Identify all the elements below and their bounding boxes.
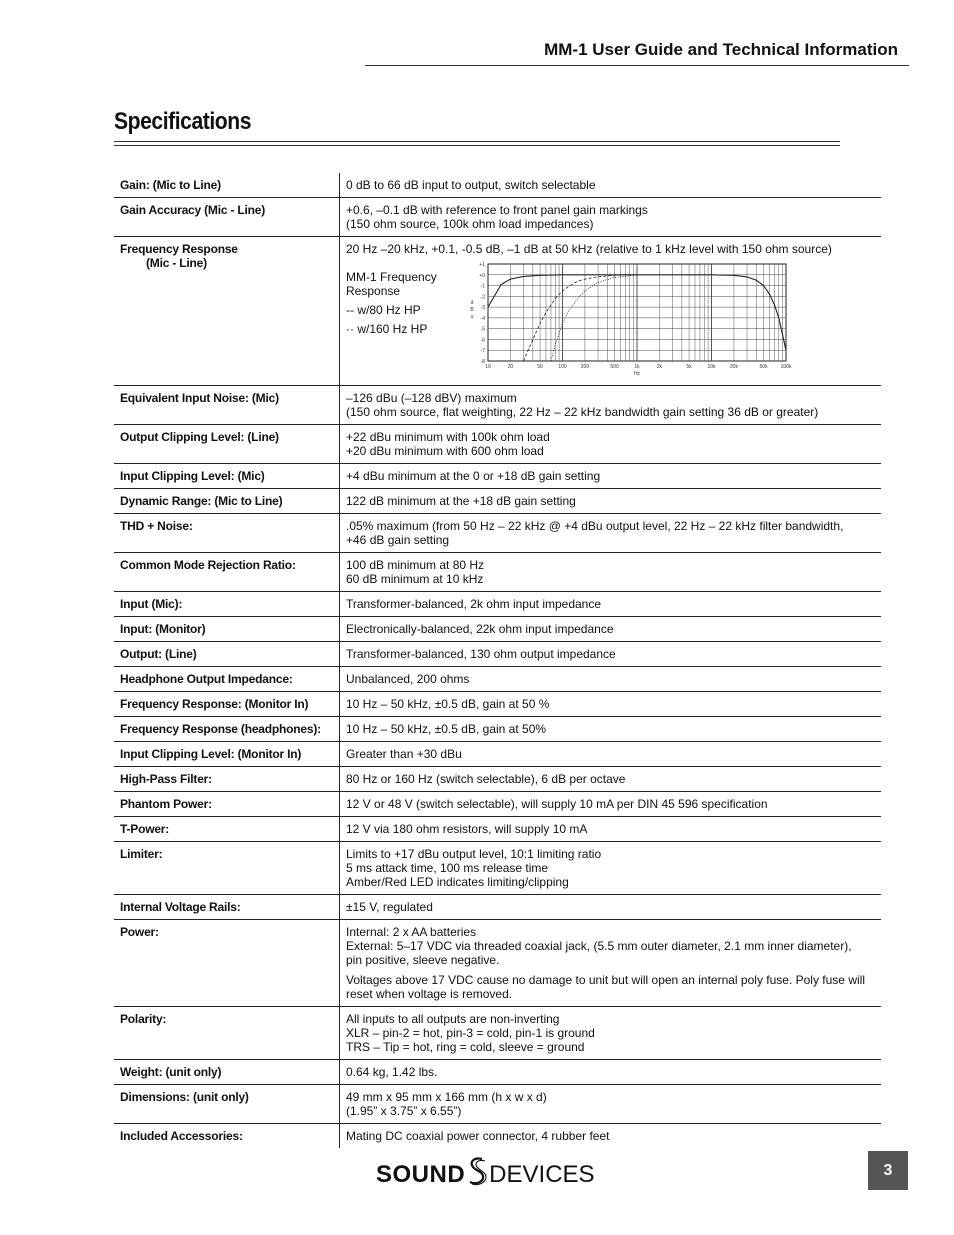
chart-title-line: Response (346, 284, 401, 298)
x-tick-label: 50k (759, 364, 768, 370)
spec-label-cell (114, 386, 340, 425)
spec-label: Input Clipping Level: (Monitor In) (120, 747, 302, 761)
header-rule (365, 65, 909, 66)
spec-value-cell (340, 489, 882, 514)
spec-value-line: ±15 V, regulated (346, 900, 433, 914)
spec-row (114, 386, 881, 425)
spec-value-line: .05% maximum (from 50 Hz – 22 kHz @ +4 dBu output level, 22 Hz – 22 kHz filter bandwidth, (346, 519, 844, 533)
spec-label-cell (114, 667, 340, 692)
y-tick-label: +0 (479, 272, 485, 279)
x-tick-label: 100k (780, 364, 792, 370)
spec-row (114, 617, 881, 642)
spec-row (114, 642, 881, 667)
chart-legend (346, 270, 437, 341)
spec-label: Input (Mic): (120, 597, 183, 611)
x-tick-label: 500 (610, 364, 619, 370)
spec-value-line: XLR – pin-2 = hot, pin-3 = cold, pin-1 is ground (346, 1026, 595, 1040)
spec-row (114, 173, 881, 198)
spec-value-line: (150 ohm source, flat weighting, 22 Hz – 22 kHz bandwidth gain setting 36 dB or greater) (346, 405, 819, 419)
spec-label-cell (114, 742, 340, 767)
y-tick-label: -1 (480, 283, 485, 290)
logo-devices-text: DEVICES (489, 1160, 595, 1188)
x-tick-label: 10k (707, 364, 716, 370)
spec-label-cell (114, 1124, 340, 1149)
spec-label-cell (114, 592, 340, 617)
spec-value-cell (340, 842, 882, 895)
y-tick-label: -3 (480, 305, 485, 312)
spec-value-cell (340, 198, 882, 237)
spec-value-paragraph (346, 973, 875, 1001)
spec-label: Gain Accuracy (Mic - Line) (120, 203, 266, 217)
spec-label: Frequency Response (headphones): (120, 722, 321, 736)
spec-value-cell (340, 1060, 882, 1085)
x-tick-label: 20k (729, 364, 738, 370)
spec-value-line: Voltages above 17 VDC cause no damage to unit but will open an internal poly fuse. Poly fuse will (346, 973, 865, 987)
spec-label-cell (114, 489, 340, 514)
spec-label-cell (114, 173, 340, 198)
spec-value-cell (340, 642, 882, 667)
spec-value-line: Limits to +17 dBu output level, 10:1 limiting ratio (346, 847, 602, 861)
y-axis-label-char: B (470, 307, 474, 313)
spec-value-line: 5 ms attack time, 100 ms release time (346, 861, 549, 875)
spec-label: Input Clipping Level: (Mic) (120, 469, 265, 483)
spec-value-cell (340, 386, 882, 425)
x-tick-label: 1k (634, 364, 640, 370)
spec-label: Polarity: (120, 1012, 167, 1026)
spec-value-line: All inputs to all outputs are non-inverting (346, 1012, 560, 1026)
spec-label: Weight: (unit only) (120, 1065, 222, 1079)
spec-label: Phantom Power: (120, 797, 212, 811)
x-tick-label: 200 (580, 364, 590, 370)
spec-value-line: 80 Hz or 160 Hz (switch selectable), 6 dB per octave (346, 772, 626, 786)
spec-value-line: +46 dB gain setting (346, 533, 450, 547)
spec-value-line: 20 Hz –20 kHz, +0.1, -0.5 dB, –1 dB at 50 kHz (relative to 1 kHz level with 150 ohm source) (346, 242, 832, 256)
spec-label: Equivalent Input Noise: (Mic) (120, 391, 279, 405)
page-number: 3 (868, 1151, 908, 1190)
spec-value-line: +22 dBu minimum with 100k ohm load (346, 430, 550, 444)
spec-value-line: +0.6, –0.1 dB with reference to front panel gain markings (346, 203, 648, 217)
spec-label-cell (114, 1007, 340, 1060)
spec-value-line: 12 V via 180 ohm resistors, will supply 10 mA (346, 822, 588, 836)
spec-value-line: 60 dB minimum at 10 kHz (346, 572, 484, 586)
spec-value-line: TRS – Tip = hot, ring = cold, sleeve = ground (346, 1040, 585, 1054)
spec-value-line: +20 dBu minimum with 600 ohm load (346, 444, 544, 458)
spec-label: Input: (Monitor) (120, 622, 206, 636)
spec-label: Included Accessories: (120, 1129, 243, 1143)
header-title: MM-1 User Guide and Technical Information (544, 40, 898, 59)
spec-value-cell (340, 425, 882, 464)
spec-label: Output Clipping Level: (Line) (120, 430, 279, 444)
spec-label: High-Pass Filter: (120, 772, 212, 786)
x-tick-label: 20 (507, 364, 514, 370)
spec-row (114, 553, 881, 592)
spec-value-line: 0.64 kg, 1.42 lbs. (346, 1065, 438, 1079)
spec-row (114, 1124, 881, 1149)
spec-row (114, 792, 881, 817)
spec-label-cell (114, 842, 340, 895)
spec-label: Power: (120, 925, 159, 939)
spec-row (114, 1060, 881, 1085)
spec-label-cell (114, 792, 340, 817)
x-tick-label: 2k (656, 364, 663, 370)
spec-value-line: Unbalanced, 200 ohms (346, 672, 470, 686)
spec-value-line: External: 5–17 VDC via threaded coaxial jack, (5.5 mm outer diameter, 2.1 mm inner diameter), (346, 939, 852, 953)
title-rule (114, 141, 840, 146)
spec-value-cell (340, 792, 882, 817)
spec-value-line: 49 mm x 95 mm x 166 mm (h x w x d) (346, 1090, 547, 1104)
spec-value-cell (340, 237, 882, 386)
spec-label: Common Mode Rejection Ratio: (120, 558, 296, 572)
spec-row (114, 895, 881, 920)
spec-value-line: Greater than +30 dBu (346, 747, 462, 761)
spec-label-cell (114, 692, 340, 717)
spec-value-cell (340, 592, 882, 617)
spec-value-line: pin positive, sleeve negative. (346, 953, 500, 967)
sound-devices-logo (376, 1156, 595, 1193)
spec-row (114, 692, 881, 717)
spec-row (114, 667, 881, 692)
spec-label-cell (114, 198, 340, 237)
spec-label: Internal Voltage Rails: (120, 900, 241, 914)
spec-row (114, 742, 881, 767)
spec-value-cell (340, 895, 882, 920)
spec-value-cell (340, 553, 882, 592)
y-axis-label-char: u (470, 314, 474, 320)
spec-value-cell (340, 717, 882, 742)
spec-value-cell (340, 817, 882, 842)
chart-plot-area (464, 258, 794, 383)
spec-row (114, 817, 881, 842)
spec-label-cell (114, 464, 340, 489)
spec-label: Frequency Response: (Monitor In) (120, 697, 309, 711)
spec-value-cell (340, 514, 882, 553)
spec-label: Output: (Line) (120, 647, 197, 661)
spec-label: Headphone Output Impedance: (120, 672, 293, 686)
spec-label-cell (114, 817, 340, 842)
chart-svg (464, 258, 794, 380)
y-tick-label: -5 (480, 326, 485, 333)
spec-label: T-Power: (120, 822, 170, 836)
spec-value-line: 12 V or 48 V (switch selectable), will supply 10 mA per DIN 45 596 specification (346, 797, 768, 811)
x-tick-label: 50 (537, 364, 543, 370)
spec-value-cell (340, 617, 882, 642)
spec-label-cell (114, 553, 340, 592)
spec-value-line: Electronically-balanced, 22k ohm input impedance (346, 622, 614, 636)
y-axis-label-char: d (470, 300, 474, 306)
spec-label: Frequency Response (120, 242, 238, 256)
spec-value-cell (340, 742, 882, 767)
spec-value-line: +4 dBu minimum at the 0 or +18 dB gain setting (346, 469, 601, 483)
spec-value-line: 0 dB to 66 dB input to output, switch selectable (346, 178, 596, 192)
page-title: Specifications (114, 108, 252, 135)
y-tick-label: +1 (479, 262, 485, 268)
spec-row (114, 514, 881, 553)
x-tick-label: 10 (485, 364, 491, 370)
legend-entry: -- w/80 Hz HP (346, 303, 421, 317)
y-tick-label: -2 (480, 294, 485, 301)
logo-mark-icon (466, 1156, 488, 1193)
spec-value-cell (340, 767, 882, 792)
spec-row (114, 425, 881, 464)
spec-row (114, 1085, 881, 1124)
spec-value-line: 100 dB minimum at 80 Hz (346, 558, 485, 572)
spec-value-line: 10 Hz – 50 kHz, ±0.5 dB, gain at 50 % (346, 697, 550, 711)
spec-value-cell (340, 667, 882, 692)
spec-row (114, 237, 881, 386)
spec-row (114, 592, 881, 617)
spec-label-cell (114, 514, 340, 553)
spec-row (114, 920, 881, 1007)
spec-row (114, 767, 881, 792)
spec-label-cell (114, 617, 340, 642)
spec-label: Gain: (Mic to Line) (120, 178, 221, 192)
y-tick-label: -6 (480, 337, 485, 344)
spec-row (114, 717, 881, 742)
y-tick-label: -8 (480, 359, 485, 365)
spec-sublabel: (Mic - Line) (146, 256, 207, 270)
spec-label-cell (114, 425, 340, 464)
frequency-response-chart (346, 258, 875, 380)
spec-value-line: Internal: 2 x AA batteries (346, 925, 477, 939)
spec-value-line: Transformer-balanced, 130 ohm output impedance (346, 647, 616, 661)
spec-value-line: (1.95” x 3.75” x 6.55”) (346, 1104, 462, 1118)
spec-table (114, 173, 881, 1148)
x-tick-label: 5k (686, 364, 692, 370)
spec-row (114, 1007, 881, 1060)
spec-label-cell (114, 895, 340, 920)
x-tick-label: 100 (558, 364, 567, 370)
spec-label: Limiter: (120, 847, 163, 861)
spec-value-cell (340, 1007, 882, 1060)
spec-row (114, 842, 881, 895)
spec-value-cell (340, 173, 882, 198)
spec-label-cell (114, 1060, 340, 1085)
y-tick-label: -7 (480, 348, 485, 355)
spec-value-line: –126 dBu (–128 dBV) maximum (346, 391, 517, 405)
spec-value-line: 10 Hz – 50 kHz, ±0.5 dB, gain at 50% (346, 722, 547, 736)
spec-value-line: Mating DC coaxial power connector, 4 rubber feet (346, 1129, 610, 1143)
y-tick-label: -4 (480, 315, 485, 322)
spec-value-line: (150 ohm source, 100k ohm load impedances) (346, 217, 594, 231)
spec-value-line: 122 dB minimum at the +18 dB gain setting (346, 494, 576, 508)
spec-label: Dimensions: (unit only) (120, 1090, 249, 1104)
spec-row (114, 489, 881, 514)
spec-label-cell (114, 642, 340, 667)
logo-sound-text: SOUND (376, 1160, 466, 1188)
spec-label: Dynamic Range: (Mic to Line) (120, 494, 283, 508)
spec-row (114, 464, 881, 489)
spec-label-cell (114, 920, 340, 1007)
spec-value-cell (340, 692, 882, 717)
legend-entry: ·· w/160 Hz HP (346, 322, 428, 336)
spec-row (114, 198, 881, 237)
spec-label-cell (114, 237, 340, 386)
spec-value-cell (340, 1085, 882, 1124)
x-axis-label: Hz (633, 371, 641, 377)
spec-value-line: reset when voltage is removed. (346, 987, 513, 1001)
spec-label: THD + Noise: (120, 519, 193, 533)
chart-title-line: MM-1 Frequency (346, 270, 437, 284)
spec-value-cell (340, 1124, 882, 1149)
spec-value-line: Amber/Red LED indicates limiting/clipping (346, 875, 569, 889)
spec-label-cell (114, 767, 340, 792)
spec-value-cell (340, 920, 882, 1007)
spec-value-line: Transformer-balanced, 2k ohm input impedance (346, 597, 602, 611)
spec-label-cell (114, 1085, 340, 1124)
spec-label-cell (114, 717, 340, 742)
spec-value-cell (340, 464, 882, 489)
